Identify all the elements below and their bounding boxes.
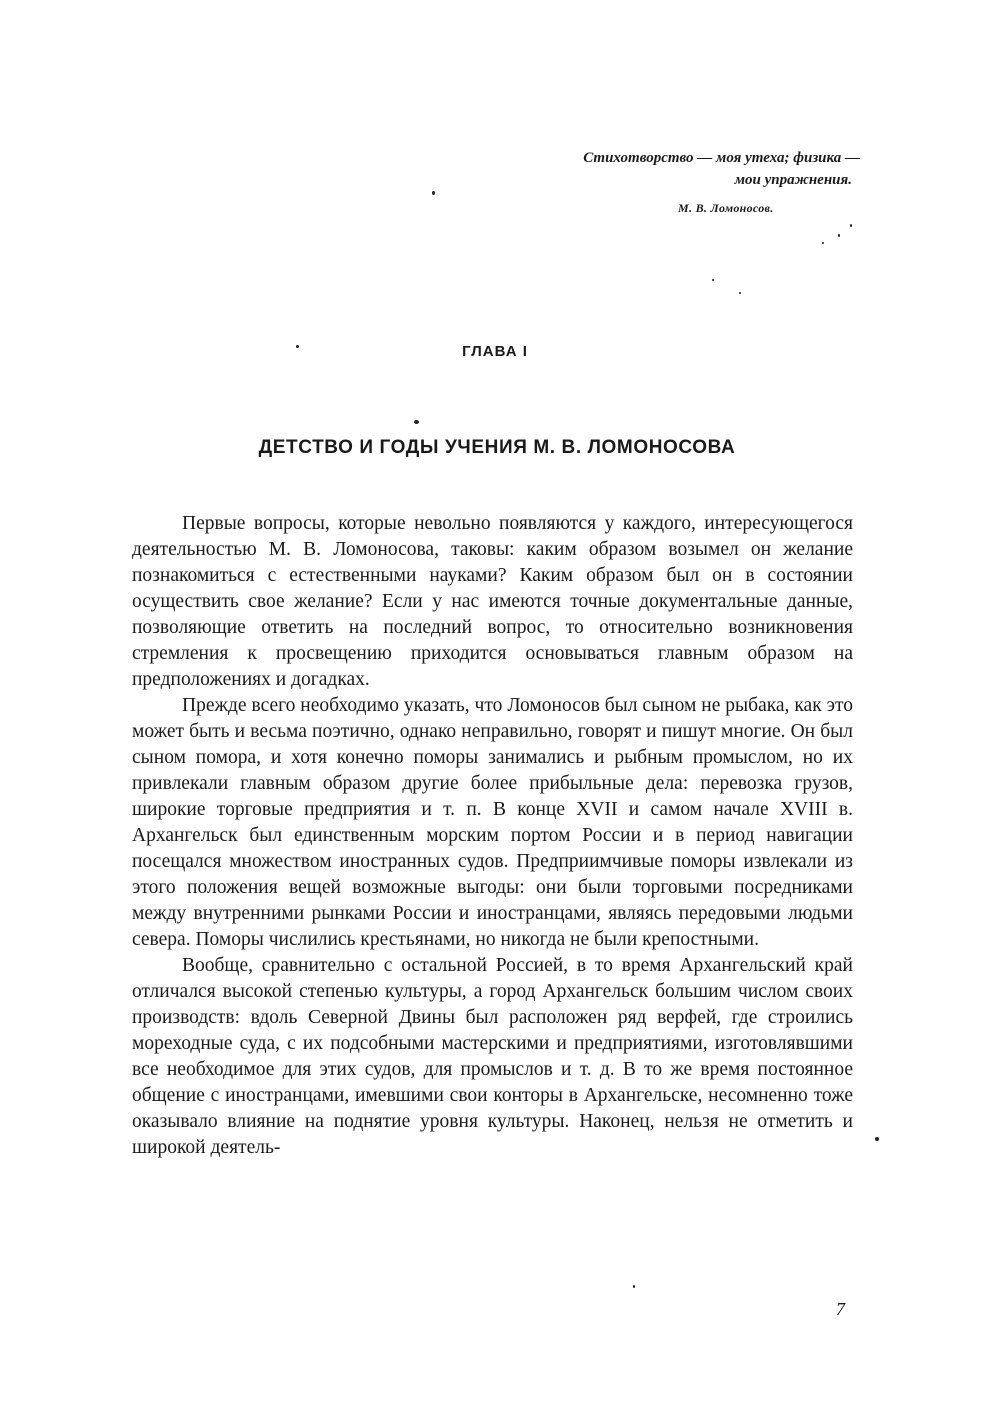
scan-speck	[432, 191, 435, 195]
page-number: 7	[836, 1299, 845, 1319]
scan-speck	[850, 224, 852, 227]
scan-speck	[712, 279, 714, 281]
paragraph: Прежде всего необходимо указать, что Ломоносов был сыном не рыбака, как это может быть и весьма поэтично, однако неправильно, говорят и пишут многие. Он был сыном помора, и хотя конечно поморы занимались и рыбным промыслом, но их привлекали главным образом другие более прибыльные дела: перевозка грузов, широкие торговые предприятия и т. п. В конце XVII и самом начале XVIII в. Архангельск был единственным морским портом России и в период навигации посещался множеством иностранных судов. Предприимчивые поморы извлекали из этого положения вещей возможные выгоды: они были торговыми посредниками между внутренними рынками России и иностранцами, являясь передовыми людьми севера. Поморы числились крестьянами, но никогда не были крепостными.	[132, 695, 853, 950]
epigraph	[440, 147, 860, 219]
epigraph-line-2: мои упражнения.	[734, 172, 852, 188]
paragraph: Вообще, сравнительно с остальной Россией, в то время Архангельский край отличался высокой степенью культуры, а город Архангельск большим числом своих производств: вдоль Северной Двины был расположен ряд верфей, где строились мореходные суда, с их подсобными мастерскими и предприятиями, изготовлявшими все необходимое для этих судов, для промыслов и т. д. В то же время постоянное общение с иностранцами, имевшими свои конторы в Архангельске, несомненно тоже оказывало влияние на поднятие уровня культуры. Наконец, нельзя не отметить и широкой деятель-	[132, 955, 853, 1158]
epigraph-author: М. В. Ломоносов.	[678, 201, 774, 215]
chapter-title: ДЕТСТВО И ГОДЫ УЧЕНИЯ М. В. ЛОМОНОСОВА	[258, 437, 736, 458]
paragraph: Первые вопросы, которые невольно появляются у каждого, интересующегося деятельностью М. В. Ломоносова, таковы: каким образом возымел он желание познакомиться с естественными науками? Каким образом был он в состоянии осуществить свое желание? Если у нас имеются точные документальные данные, позволяющие ответить на последний вопрос, то относительно возникновения стремления к просвещению приходится основываться главным образом на предположениях и догадках.	[132, 513, 853, 690]
scan-speck	[633, 1285, 635, 1288]
scan-speck	[296, 345, 299, 348]
scan-speck	[822, 242, 824, 244]
epigraph-line-1: Стихотворство — моя утеха; физика —	[583, 150, 860, 166]
scan-speck	[838, 234, 840, 237]
scan-speck	[739, 292, 741, 294]
body-text	[132, 511, 853, 1161]
chapter-label: ГЛАВА I	[462, 343, 528, 360]
scan-speck	[875, 1137, 879, 1141]
scan-speck	[414, 420, 419, 424]
